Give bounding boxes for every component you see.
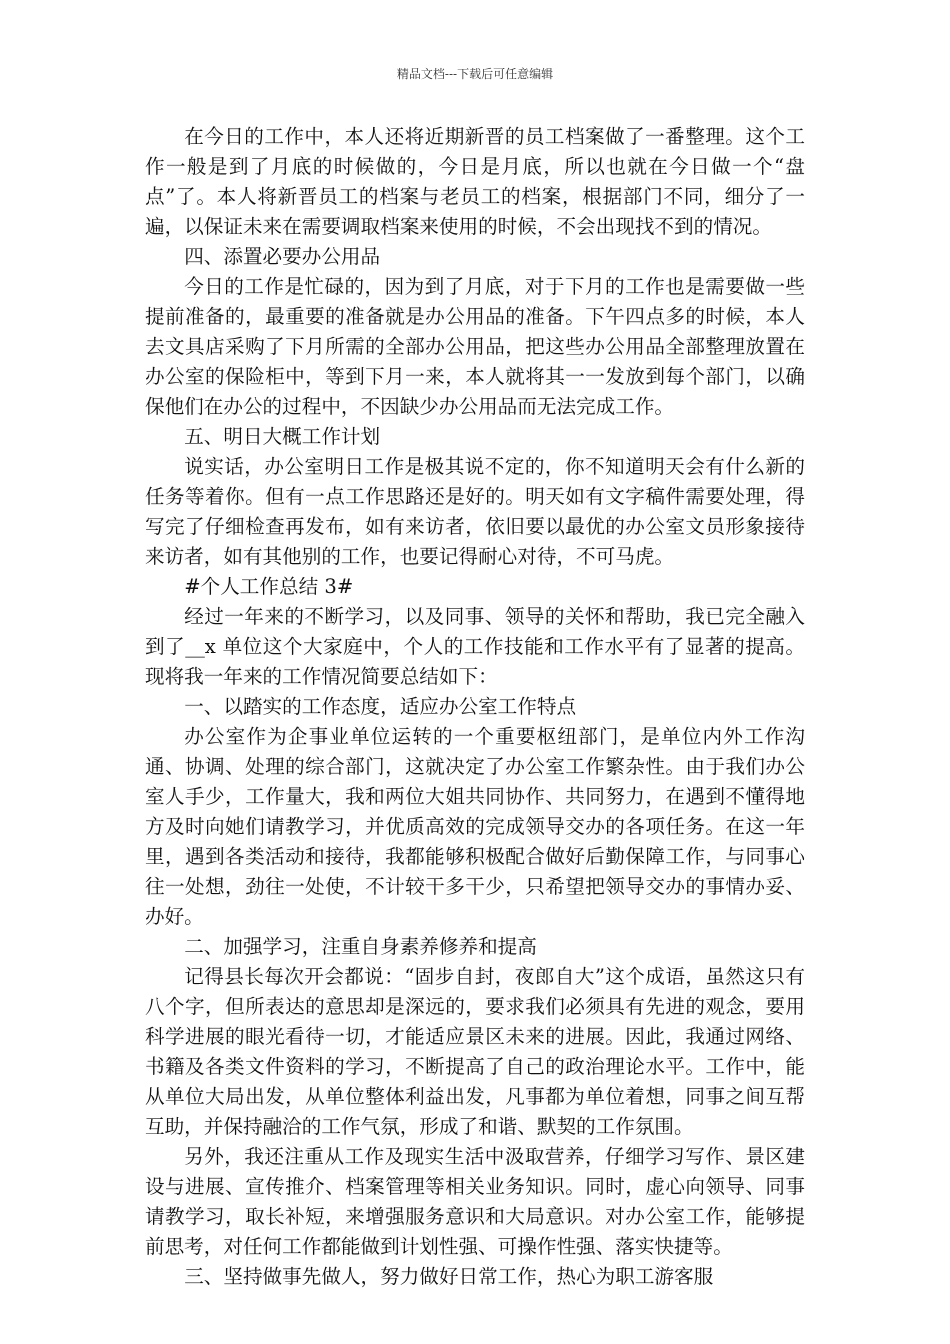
section-heading-daily-work: 三、坚持做事先做人，努力做好日常工作，热心为职工游客服 bbox=[184, 1265, 714, 1288]
section-heading-tomorrow-plan: 五、明日大概工作计划 bbox=[184, 425, 381, 448]
paragraph-office-supplies: 今日的工作是忙碌的，因为到了月底，对于下月的工作也是需要做一些提前准备的，最重要的准备就是办公用品的准备。下午四点多的时候，本人去文具店采购了下月所需的全部办公用品，把这些办公用品全部整理放置在办公室的保险柜中，等到下月一来，本人就将其一一发放到每个部门，以确保他们在办公的过程中，不因缺少办公用品而无法完成工作。 bbox=[145, 275, 805, 418]
section-heading-learning: 二、加强学习，注重自身素养修养和提高 bbox=[184, 935, 537, 958]
paragraph-work-attitude: 办公室作为企事业单位运转的一个重要枢纽部门，是单位内外工作沟通、协调、处理的综合部门，这就决定了办公室工作繁杂性。由于我们办公室人手少，工作量大，我和两位大姐共同协作、共同努力，在遇到不懂得地方及时向她们请教学习，并优质高效的完成领导交办的各项任务。在这一年里，遇到各类活动和接待，我都能够积极配合做好后勤保障工作，与同事心往一处想，劲往一处使，不计较干多干少，只希望把领导交办的事情办妥、办好。 bbox=[145, 725, 805, 928]
section-heading-office-supplies: 四、添置必要办公用品 bbox=[184, 245, 381, 268]
document-body bbox=[145, 122, 805, 1292]
paragraph-additional-learning: 另外，我还注重从工作及现实生活中汲取营养，仔细学习写作、景区建设与进展、宣传推介、档案管理等相关业务知识。同时，虚心向领导、同事请教学习，取长补短，来增强服务意识和大局意识。对办公室工作，能够提前思考，对任何工作都能做到计划性强、可操作性强、落实快捷等。 bbox=[145, 1145, 805, 1258]
paragraph-summary-intro: 经过一年来的不断学习，以及同事、领导的关怀和帮助，我已完全融入到了__x 单位这个大家庭中，个人的工作技能和工作水平有了显著的提高。现将我一年来的工作情况简要总结如下： bbox=[145, 605, 805, 688]
section-heading-work-attitude: 一、以踏实的工作态度，适应办公室工作特点 bbox=[184, 695, 577, 718]
summary-title: #个人工作总结 3# bbox=[184, 575, 354, 598]
paragraph-tomorrow-plan: 说实话，办公室明日工作是极其说不定的，你不知道明天会有什么新的任务等着你。但有一点工作思路还是好的。明天如有文字稿件需要处理，得写完了仔细检查再发布，如有来访者，依旧要以最优的办公室文员形象接待来访者，如有其他别的工作，也要记得耐心对待，不可马虎。 bbox=[145, 455, 805, 568]
paragraph-archive-sorting: 在今日的工作中，本人还将近期新晋的员工档案做了一番整理。这个工作一般是到了月底的时候做的，今日是月底，所以也就在今日做一个“盘点”了。本人将新晋员工的档案与老员工的档案，根据部门不同，细分了一遍，以保证未来在需要调取档案来使用的时候，不会出现找不到的情况。 bbox=[145, 125, 805, 238]
paragraph-learning: 记得县长每次开会都说：“固步自封，夜郎自大”这个成语，虽然这只有八个字，但所表达的意思却是深远的，要求我们必须具有先进的观念，要用科学进展的眼光看待一切，才能适应景区未来的进展。因此，我通过网络、书籍及各类文件资料的学习，不断提高了自己的政治理论水平。工作中，能从单位大局出发，从单位整体利益出发，凡事都为单位着想，同事之间互帮互助，并保持融洽的工作气氛，形成了和谐、默契的工作氛围。 bbox=[145, 965, 805, 1138]
page-header: 精品文档---下载后可任意编辑 bbox=[396, 67, 554, 81]
